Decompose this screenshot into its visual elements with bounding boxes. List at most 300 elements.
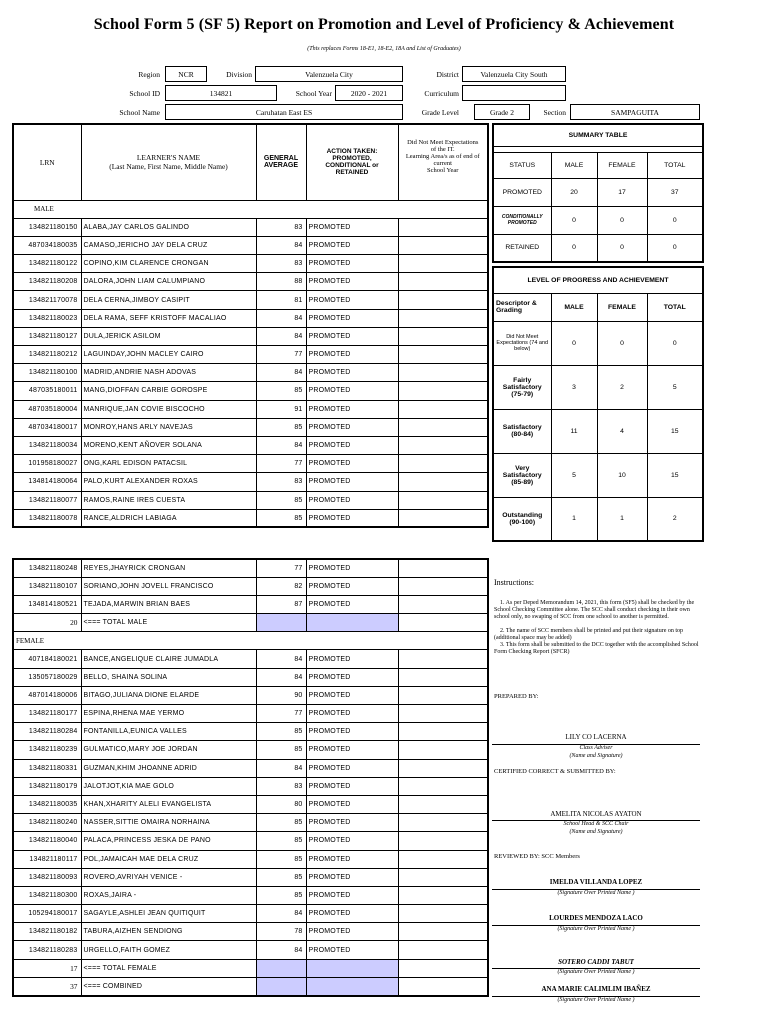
scc-member-3-sub: (Signature Over Printed Name ) <box>492 968 700 975</box>
adviser-name: LILY CO LACERNA <box>565 733 627 741</box>
learner-action: PROMOTED <box>306 941 398 959</box>
learner-row <box>13 255 488 273</box>
general-average-line1: GENERAL <box>263 155 299 163</box>
learner-action: PROMOTED <box>306 327 398 345</box>
total-male-row <box>13 614 488 632</box>
learner-action: PROMOTED <box>306 686 398 704</box>
learner-action: PROMOTED <box>306 255 398 273</box>
learner-lrn: 135057180029 <box>13 668 81 686</box>
summary-conditional-male: 0 <box>551 206 597 234</box>
learner-lrn: 134814180521 <box>13 595 81 613</box>
learner-name: URGELLO,FAITH GOMEZ <box>81 941 256 959</box>
learner-row <box>13 777 488 795</box>
summary-retained-label: RETAINED <box>493 234 551 262</box>
progress-fs-female: 2 <box>597 365 647 409</box>
learner-row <box>13 327 488 345</box>
learner-lrn: 487034180035 <box>13 236 81 254</box>
learner-average: 84 <box>256 309 306 327</box>
adviser-role: Class Adviser <box>492 744 700 751</box>
progress-dnm-total: 0 <box>647 321 703 365</box>
general-average-line2: AVERAGE <box>263 162 299 170</box>
action-taken-header <box>306 124 398 200</box>
summary-table <box>492 123 704 263</box>
learner-name: LAGUINDAY,JOHN MACLEY CAIRO <box>81 346 256 364</box>
progress-fs-label: Fairly Satisfactory (75-79) <box>493 365 551 409</box>
learner-did-not-meet <box>398 668 488 686</box>
scc-member-3: SOTERO CADDI TABUT <box>558 958 634 966</box>
female-rows <box>13 650 488 959</box>
learner-did-not-meet <box>398 759 488 777</box>
total-female-label: <=== TOTAL FEMALE <box>81 959 256 977</box>
learner-action: PROMOTED <box>306 868 398 886</box>
learner-action: PROMOTED <box>306 291 398 309</box>
learner-did-not-meet <box>398 418 488 436</box>
progress-o-female: 1 <box>597 497 647 541</box>
summary-retained-male: 0 <box>551 234 597 262</box>
learner-lrn: 134821180077 <box>13 491 81 509</box>
progress-total-header: TOTAL <box>647 293 703 321</box>
region-field: NCR <box>165 66 207 82</box>
learner-lrn: 134821180150 <box>13 218 81 236</box>
learner-lrn: 134821180284 <box>13 723 81 741</box>
curriculum-label: Curriculum <box>424 89 459 98</box>
learner-average: 84 <box>256 905 306 923</box>
female-section-label: FEMALE <box>13 632 488 650</box>
learner-did-not-meet <box>398 868 488 886</box>
progress-s-total: 15 <box>647 409 703 453</box>
region-label: Region <box>138 70 160 79</box>
learner-average: 84 <box>256 941 306 959</box>
learner-did-not-meet <box>398 832 488 850</box>
learner-action: PROMOTED <box>306 455 398 473</box>
combined-count: 37 <box>13 977 81 995</box>
learner-lrn: 134821180100 <box>13 364 81 382</box>
summary-retained-total: 0 <box>647 234 703 262</box>
learner-action: PROMOTED <box>306 309 398 327</box>
progress-o-male: 1 <box>551 497 597 541</box>
total-male-count: 20 <box>13 614 81 632</box>
learner-name: POL,JAMAICAH MAE DELA CRUZ <box>81 850 256 868</box>
learners-table-part2 <box>12 558 489 997</box>
progress-dnm-label: Did Not Meet Expectations (74 and below) <box>493 321 551 365</box>
learner-action: PROMOTED <box>306 382 398 400</box>
summary-promoted-total: 37 <box>647 178 703 206</box>
male-rows-part1 <box>13 218 488 527</box>
head-sub: (Name and Signature) <box>569 829 623 835</box>
learner-did-not-meet <box>398 741 488 759</box>
learner-did-not-meet <box>398 941 488 959</box>
learner-did-not-meet <box>398 455 488 473</box>
learner-action: PROMOTED <box>306 723 398 741</box>
dnm-line1: Did Not Meet Expectations <box>407 139 479 146</box>
learner-row <box>13 509 488 527</box>
learner-average: 82 <box>256 577 306 595</box>
lrn-header: LRN <box>13 124 81 200</box>
learner-name: ROVERO,AVRIYAH VENICE - <box>81 868 256 886</box>
learner-action: PROMOTED <box>306 668 398 686</box>
progress-vs-female: 10 <box>597 453 647 497</box>
learner-lrn: 134814180064 <box>13 473 81 491</box>
learner-average: 84 <box>256 364 306 382</box>
learner-average: 87 <box>256 595 306 613</box>
learner-row <box>13 382 488 400</box>
learner-did-not-meet <box>398 473 488 491</box>
scc-member-1: IMELDA VILLANDA LOPEZ <box>549 878 643 886</box>
learner-average: 85 <box>256 868 306 886</box>
learner-row <box>13 346 488 364</box>
learner-row <box>13 923 488 941</box>
learner-action: PROMOTED <box>306 436 398 454</box>
learner-row <box>13 291 488 309</box>
learner-lrn: 134821180093 <box>13 868 81 886</box>
summary-status-header: STATUS <box>493 152 551 178</box>
learner-lrn: 134821180212 <box>13 346 81 364</box>
learner-average: 85 <box>256 723 306 741</box>
progress-table <box>492 266 704 542</box>
learner-did-not-meet <box>398 650 488 668</box>
learner-row <box>13 595 488 613</box>
action-line2: PROMOTED, <box>332 155 372 163</box>
learner-row <box>13 491 488 509</box>
learner-action: PROMOTED <box>306 905 398 923</box>
learner-name: RAMOS,RAINE IRES CUESTA <box>81 491 256 509</box>
learner-lrn: 134821180034 <box>13 436 81 454</box>
instruction-item-3: 3. This form shall be submitted to the DCC together with the accomplished School Form Checking Report (SFCR) <box>494 642 699 655</box>
school-name-label: School Name <box>119 108 160 117</box>
learner-row <box>13 400 488 418</box>
learner-lrn: 134821180107 <box>13 577 81 595</box>
learner-action: PROMOTED <box>306 218 398 236</box>
learner-lrn: 487014180006 <box>13 686 81 704</box>
certified-label: CERTIFIED CORRECT & SUBMITTED BY: <box>494 768 616 775</box>
school-year-label: School Year <box>295 89 332 98</box>
learner-did-not-meet <box>398 309 488 327</box>
learner-average: 83 <box>256 473 306 491</box>
learner-average: 84 <box>256 650 306 668</box>
learner-row <box>13 886 488 904</box>
learner-did-not-meet <box>398 509 488 527</box>
action-line3: CONDITIONAL or <box>325 162 379 170</box>
learner-lrn: 134821180122 <box>13 255 81 273</box>
learner-row <box>13 455 488 473</box>
scc-member-1-sub: (Signature Over Printed Name ) <box>492 889 700 896</box>
learner-average: 84 <box>256 668 306 686</box>
summary-male-header: MALE <box>551 152 597 178</box>
learner-average: 84 <box>256 436 306 454</box>
progress-female-header: FEMALE <box>597 293 647 321</box>
action-line1: ACTION TAKEN: <box>326 148 378 156</box>
learner-row <box>13 941 488 959</box>
learner-action: PROMOTED <box>306 850 398 868</box>
total-male-shade-avg <box>256 614 306 632</box>
learner-action: PROMOTED <box>306 759 398 777</box>
learner-average: 84 <box>256 327 306 345</box>
learner-name: DELA RAMA, SEFF KRISTOFF MACALIAO <box>81 309 256 327</box>
learner-average: 77 <box>256 559 306 577</box>
learner-average: 85 <box>256 886 306 904</box>
combined-shade-avg <box>256 977 306 995</box>
learner-average: 85 <box>256 832 306 850</box>
district-field: Valenzuela City South <box>462 66 566 82</box>
learner-lrn: 134821180179 <box>13 777 81 795</box>
learner-action: PROMOTED <box>306 705 398 723</box>
summary-title: SUMMARY TABLE <box>493 124 703 146</box>
school-year-field: 2020 - 2021 <box>335 85 403 101</box>
progress-vs-label: Very Satisfactory (85-89) <box>493 453 551 497</box>
learner-lrn: 134821180117 <box>13 850 81 868</box>
prepared-by-label: PREPARED BY: <box>494 693 539 700</box>
school-id-field: 134821 <box>165 85 277 101</box>
learner-row <box>13 559 488 577</box>
learner-did-not-meet <box>398 255 488 273</box>
learner-average: 83 <box>256 255 306 273</box>
district-label: District <box>436 70 459 79</box>
progress-fs-total: 5 <box>647 365 703 409</box>
learner-row <box>13 577 488 595</box>
head-role: School Head & SCC Chair <box>492 820 700 827</box>
division-field: Valenzuela City <box>255 66 403 82</box>
learner-average: 85 <box>256 850 306 868</box>
learner-lrn: 134821180239 <box>13 741 81 759</box>
learner-did-not-meet <box>398 236 488 254</box>
learner-row <box>13 473 488 491</box>
page-title: School Form 5 (SF 5) Report on Promotion and Level of Proficiency & Achievement <box>93 16 675 33</box>
learner-average: 81 <box>256 291 306 309</box>
instructions-title: Instructions: <box>494 578 534 587</box>
learner-lrn: 134821180208 <box>13 273 81 291</box>
action-line4: RETAINED <box>335 169 369 177</box>
learner-did-not-meet <box>398 905 488 923</box>
learner-row <box>13 832 488 850</box>
summary-female-header: FEMALE <box>597 152 647 178</box>
learner-action: PROMOTED <box>306 559 398 577</box>
dnm-line3: Learning Area/s as of end of <box>405 153 480 160</box>
progress-vs-male: 5 <box>551 453 597 497</box>
summary-promoted-label: PROMOTED <box>493 178 551 206</box>
progress-title: LEVEL OF PROGRESS AND ACHIEVEMENT <box>493 267 703 293</box>
learner-row <box>13 686 488 704</box>
learner-name: TEJADA,MARWIN BRIAN BAES <box>81 595 256 613</box>
learner-name: COPINO,KIM CLARENCE CRONGAN <box>81 255 256 273</box>
learner-name: KHAN,XHARITY ALELI EVANGELISTA <box>81 795 256 813</box>
learner-did-not-meet <box>398 382 488 400</box>
progress-o-label: Outstanding (90-100) <box>493 497 551 541</box>
learner-row <box>13 668 488 686</box>
learner-lrn: 487034180017 <box>13 418 81 436</box>
learner-did-not-meet <box>398 291 488 309</box>
learner-action: PROMOTED <box>306 236 398 254</box>
instruction-item-1: 1. As per Deped Memorandum 14, 2021, this form (SF5) shall be checked by the School Checking Committee alone. The SCC shall conduct checking in their own school only, no swaping of SCC from one school to another is permitted. <box>494 600 695 620</box>
learner-row <box>13 218 488 236</box>
grade-level-field: Grade 2 <box>474 104 530 120</box>
learner-name: SORIANO,JOHN JOVELL FRANCISCO <box>81 577 256 595</box>
progress-desc-header: Descriptor & Grading <box>493 293 551 321</box>
total-female-shade-action <box>306 959 398 977</box>
learner-average: 77 <box>256 455 306 473</box>
learner-did-not-meet <box>398 436 488 454</box>
learner-lrn: 105294180017 <box>13 905 81 923</box>
learner-average: 80 <box>256 795 306 813</box>
learner-action: PROMOTED <box>306 418 398 436</box>
learner-average: 90 <box>256 686 306 704</box>
learner-lrn: 134821180177 <box>13 705 81 723</box>
learner-name: GULMATICO,MARY JOE JORDAN <box>81 741 256 759</box>
learner-action: PROMOTED <box>306 923 398 941</box>
learner-lrn: 134821180035 <box>13 795 81 813</box>
male-rows-part2 <box>13 559 488 614</box>
learner-average: 83 <box>256 777 306 795</box>
learner-name: GUZMAN,KHIM JHOANNE ADRID <box>81 759 256 777</box>
summary-conditional-female: 0 <box>597 206 647 234</box>
learner-name: FONTANILLA,EUNICA VALLES <box>81 723 256 741</box>
learner-row <box>13 850 488 868</box>
total-male-shade-action <box>306 614 398 632</box>
school-name-field: Caruhatan East ES <box>165 104 403 120</box>
learner-action: PROMOTED <box>306 795 398 813</box>
learner-name: RANCE,ALDRICH LABIAGA <box>81 509 256 527</box>
learner-name: MANG,DIOFFAN CARBIE GOROSPE <box>81 382 256 400</box>
progress-s-female: 4 <box>597 409 647 453</box>
progress-dnm-male: 0 <box>551 321 597 365</box>
learner-lrn: 134821180023 <box>13 309 81 327</box>
scc-member-2-sub: (Signature Over Printed Name ) <box>492 925 700 932</box>
learner-name: BITAGO,JULIANA DIONE ELARDE <box>81 686 256 704</box>
learner-action: PROMOTED <box>306 777 398 795</box>
curriculum-field <box>462 85 566 101</box>
learner-average: 85 <box>256 509 306 527</box>
learner-lrn: 134821180127 <box>13 327 81 345</box>
learner-name: ESPINA,RHENA MAE YERMO <box>81 705 256 723</box>
learner-average: 85 <box>256 741 306 759</box>
school-id-label: School ID <box>129 89 160 98</box>
instruction-item-2: 2. The name of SCC members shall be printed and put their signature on top (additional space may be added) <box>494 628 684 641</box>
summary-total-header: TOTAL <box>647 152 703 178</box>
learner-lrn: 134821180248 <box>13 559 81 577</box>
combined-row <box>13 977 488 995</box>
learner-name: BELLO, SHAINA SOLINA <box>81 668 256 686</box>
learner-name: ROXAS,JAIRA - <box>81 886 256 904</box>
progress-male-header: MALE <box>551 293 597 321</box>
learner-name: MADRID,ANDRIE NASH ADOVAS <box>81 364 256 382</box>
progress-o-total: 2 <box>647 497 703 541</box>
general-average-header <box>256 124 306 200</box>
learner-did-not-meet <box>398 705 488 723</box>
combined-label: <=== COMBINED <box>81 977 256 995</box>
learner-row <box>13 723 488 741</box>
learner-action: PROMOTED <box>306 814 398 832</box>
learner-name: PALO,KURT ALEXANDER ROXAS <box>81 473 256 491</box>
learner-average: 84 <box>256 236 306 254</box>
learner-did-not-meet <box>398 886 488 904</box>
dnm-line5: School Year <box>427 167 459 174</box>
learner-lrn: 134821180240 <box>13 814 81 832</box>
learner-name-subtitle: (Last Name, First Name, Middle Name) <box>109 162 228 172</box>
scc-member-4: ANA MARIE CALIMLIM IBAÑEZ <box>541 985 651 993</box>
total-female-count: 17 <box>13 959 81 977</box>
learner-average: 85 <box>256 382 306 400</box>
progress-dnm-female: 0 <box>597 321 647 365</box>
learner-lrn: 134821180283 <box>13 941 81 959</box>
learner-average: 83 <box>256 218 306 236</box>
combined-shade-action <box>306 977 398 995</box>
learner-action: PROMOTED <box>306 273 398 291</box>
learner-name: DULA,JERICK ASILOM <box>81 327 256 345</box>
male-section-label: MALE <box>13 200 488 218</box>
learner-average: 85 <box>256 814 306 832</box>
learner-name: MORENO,KENT AÑOVER SOLANA <box>81 436 256 454</box>
learner-did-not-meet <box>398 559 488 577</box>
learner-did-not-meet <box>398 346 488 364</box>
learner-average: 77 <box>256 705 306 723</box>
learner-action: PROMOTED <box>306 886 398 904</box>
learner-name: ALABA,JAY CARLOS GALINDO <box>81 218 256 236</box>
learner-row <box>13 273 488 291</box>
section-field: SAMPAGUITA <box>570 104 700 120</box>
learner-name: ONG,KARL EDISON PATACSIL <box>81 455 256 473</box>
learner-row <box>13 650 488 668</box>
learners-table-part1 <box>12 123 489 528</box>
learner-row <box>13 814 488 832</box>
learner-did-not-meet <box>398 814 488 832</box>
learner-action: PROMOTED <box>306 650 398 668</box>
learner-did-not-meet <box>398 577 488 595</box>
learner-action: PROMOTED <box>306 832 398 850</box>
learner-name-title: LEARNER'S NAME <box>136 153 201 163</box>
learner-row <box>13 905 488 923</box>
learner-lrn: 134821180040 <box>13 832 81 850</box>
learner-average: 77 <box>256 346 306 364</box>
learner-row <box>13 236 488 254</box>
learner-row <box>13 759 488 777</box>
learner-name: NASSER,SITTIE OMAIRA NORHAINA <box>81 814 256 832</box>
learner-row <box>13 868 488 886</box>
learner-lrn: 134821180078 <box>13 509 81 527</box>
learner-row <box>13 795 488 813</box>
learner-name: REYES,JHAYRICK CRONGAN <box>81 559 256 577</box>
summary-conditional-total: 0 <box>647 206 703 234</box>
learner-name: SAGAYLE,ASHLEI JEAN QUITIQUIT <box>81 905 256 923</box>
learner-row <box>13 309 488 327</box>
dnm-line4: current <box>433 160 452 167</box>
section-label: Section <box>543 108 566 117</box>
dnm-line2: of the IT. <box>430 146 455 153</box>
learner-lrn: 134821180300 <box>13 886 81 904</box>
learner-name: MANRIQUE,JAN COVIE BISCOCHO <box>81 400 256 418</box>
learner-action: PROMOTED <box>306 346 398 364</box>
total-female-empty <box>398 959 488 977</box>
division-label: Division <box>226 70 252 79</box>
learner-lrn: 407184180021 <box>13 650 81 668</box>
learner-lrn: 101958180027 <box>13 455 81 473</box>
learner-name: MONROY,HANS ARLY NAVEJAS <box>81 418 256 436</box>
summary-conditional-label: CONDITIONALLY PROMOTED <box>493 206 551 234</box>
learner-row <box>13 741 488 759</box>
progress-vs-total: 15 <box>647 453 703 497</box>
learner-did-not-meet <box>398 364 488 382</box>
learner-row <box>13 364 488 382</box>
learner-lrn: 134821170078 <box>13 291 81 309</box>
total-male-label: <=== TOTAL MALE <box>81 614 256 632</box>
learner-did-not-meet <box>398 777 488 795</box>
learner-did-not-meet <box>398 595 488 613</box>
learner-average: 91 <box>256 400 306 418</box>
did-not-meet-header <box>398 124 488 200</box>
learner-action: PROMOTED <box>306 491 398 509</box>
learner-action: PROMOTED <box>306 741 398 759</box>
learner-action: PROMOTED <box>306 473 398 491</box>
learner-did-not-meet <box>398 923 488 941</box>
learner-name: PALACA,PRINCESS JESKA DE PANO <box>81 832 256 850</box>
